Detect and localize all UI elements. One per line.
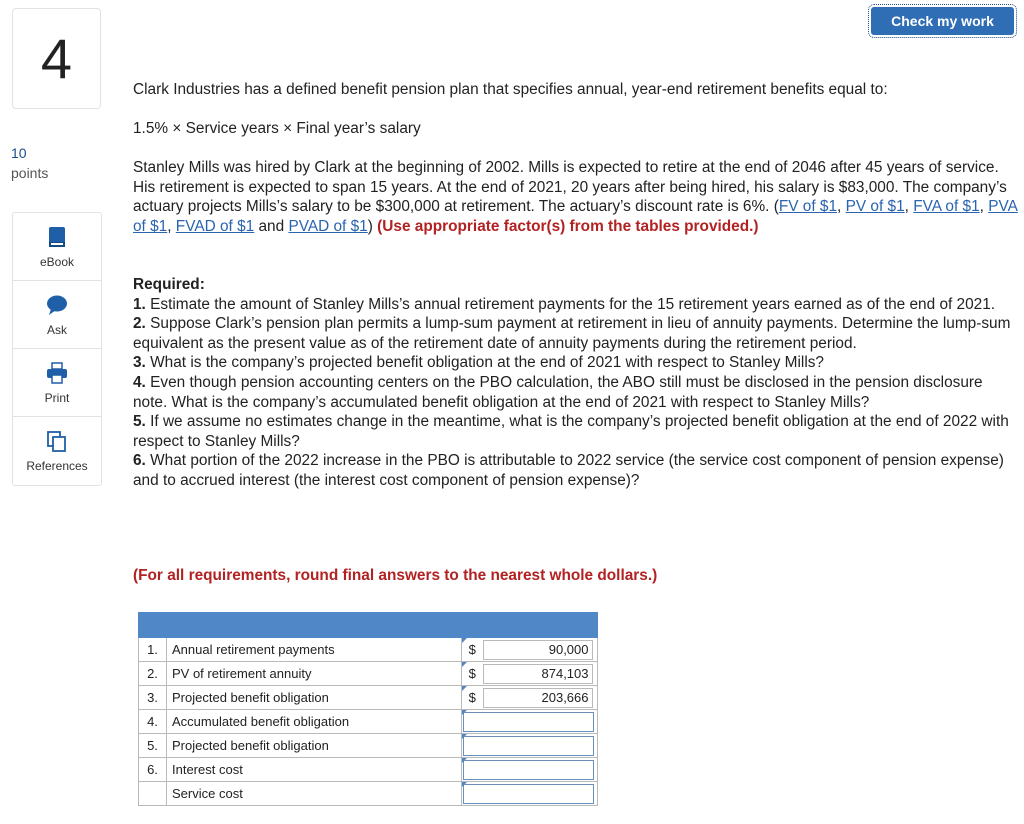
factor-instruction: (Use appropriate factor(s) from the tables provided.) (377, 217, 759, 235)
tool-ebook[interactable] (13, 213, 101, 281)
table-row: 5. Projected benefit obligation (139, 734, 598, 758)
requirement-item: 4. Even though pension accounting centers on the PBO calculation, the ABO still must be disclosed in the pension disclosure note. What is the company’s accumulated benefit obligation at the end of 2021 with respect to Stanley Mills? (133, 373, 983, 411)
points-info (11, 143, 48, 183)
tools-panel (12, 212, 102, 486)
requirement-item: 3. What is the company’s projected benefit obligation at the end of 2021 with respect to Stanley Mills? (133, 354, 824, 372)
requirement-item: 6. What portion of the 2022 increase in the PBO is attributable to 2022 service (the service cost component of pension expense) and to accrued interest (the interest cost component of pension expense)? (133, 452, 1004, 489)
link-pv[interactable]: PV of $1 (845, 198, 905, 216)
check-my-work-button[interactable]: Check my work (871, 7, 1014, 35)
formula-text: 1.5% × Service years × Final year’s salary (133, 120, 421, 137)
tool-ask-label: Ask (46, 323, 67, 337)
tool-ask[interactable] (13, 281, 101, 349)
printer-icon (45, 361, 69, 385)
tool-print[interactable] (13, 349, 101, 417)
answer-input-service-cost[interactable] (463, 784, 594, 804)
question-number (12, 8, 101, 109)
table-row: 2. PV of retirement annuity $ 874,103 (139, 662, 598, 686)
requirement-item: 1. Estimate the amount of Stanley Mills’s annual retirement payments for the 15 retirement years earned as of the end of 2021. (133, 295, 996, 313)
link-fva[interactable]: FVA of $1 (913, 198, 980, 216)
table-row: 6. Interest cost (139, 758, 598, 782)
question-number-text: 4 (40, 27, 73, 90)
answer-input-pbo-2022[interactable] (463, 736, 594, 756)
points-value: 10 (11, 145, 27, 161)
chat-bubble-icon (45, 293, 69, 317)
answer-input-annual-payments[interactable]: 90,000 (483, 640, 593, 660)
required-title: Required: (133, 276, 205, 293)
tool-references-label: References (26, 459, 88, 473)
table-row: 4. Accumulated benefit obligation (139, 710, 598, 734)
scenario-text: Stanley Mills was hired by Clark at the beginning of 2002. Mills is expected to retire at the end of 2046 after 45 years of service. His retirement is expected to span 15 years. At the end of 2021, 20 years after being hired, his salary is $83,000. The company’s actuary projects Mills’s salary to be $300,000 at retirement. The actuary’s discount rate is 6%. ( (133, 159, 1007, 216)
link-fv[interactable]: FV of $1 (778, 198, 838, 216)
answer-input-interest-cost[interactable] (463, 760, 594, 780)
link-pvad[interactable]: PVAD of $1 (288, 217, 368, 235)
table-header (139, 613, 598, 638)
requirements (133, 275, 1018, 491)
table-row: 1. Annual retirement payments $ 90,000 (139, 638, 598, 662)
link-pva[interactable]: PVA of $1 (133, 198, 1018, 235)
answer-input-pbo-2021[interactable]: 203,666 (483, 688, 593, 708)
tool-ebook-label: eBook (39, 255, 75, 269)
book-icon (45, 225, 69, 249)
answer-table (138, 612, 598, 806)
link-fvad[interactable]: FVAD of $1 (175, 217, 255, 235)
scenario-paragraph: Stanley Mills was hired by Clark at the beginning of 2002. Mills is expected to retire at the end of 2046 after 45 years of service. His retirement is expected to span 15 years. At the end of 2021, 20 years after being hired, his salary is $83,000. The company’s actuary projects Mills’s salary to be $300,000 at retirement. The actuary’s discount rate is 6%. (FV of $1, PV of $1, FVA of $1, PVA of $1, FVAD of $1 and PVAD of $1) (Use appropriate factor(s) from the tables provided.) (133, 159, 1018, 235)
tool-references[interactable] (13, 417, 101, 485)
intro-text: Clark Industries has a defined benefit pension plan that specifies annual, year-end retirement benefits equal to: (133, 81, 888, 98)
answer-input-abo[interactable] (463, 712, 594, 732)
points-label: points (11, 165, 49, 181)
requirement-item: 2. Suppose Clark’s pension plan permits a lump-sum payment at retirement in lieu of annuity payments. Determine the lump-sum equivalent as the present value as of the retirement date of annuity payments during the retirement period. (133, 315, 1011, 352)
tool-print-label: Print (44, 391, 70, 405)
requirement-item: 5. If we assume no estimates change in the meantime, what is the company’s projected benefit obligation at the end of 2022 with respect to Stanley Mills? (133, 413, 1009, 450)
table-row: 3. Projected benefit obligation $ 203,666 (139, 686, 598, 710)
rounding-note: (For all requirements, round final answers to the nearest whole dollars.) (133, 567, 658, 584)
table-row: Service cost (139, 782, 598, 806)
answer-input-pv-annuity[interactable]: 874,103 (483, 664, 593, 684)
copy-pages-icon (45, 429, 69, 453)
